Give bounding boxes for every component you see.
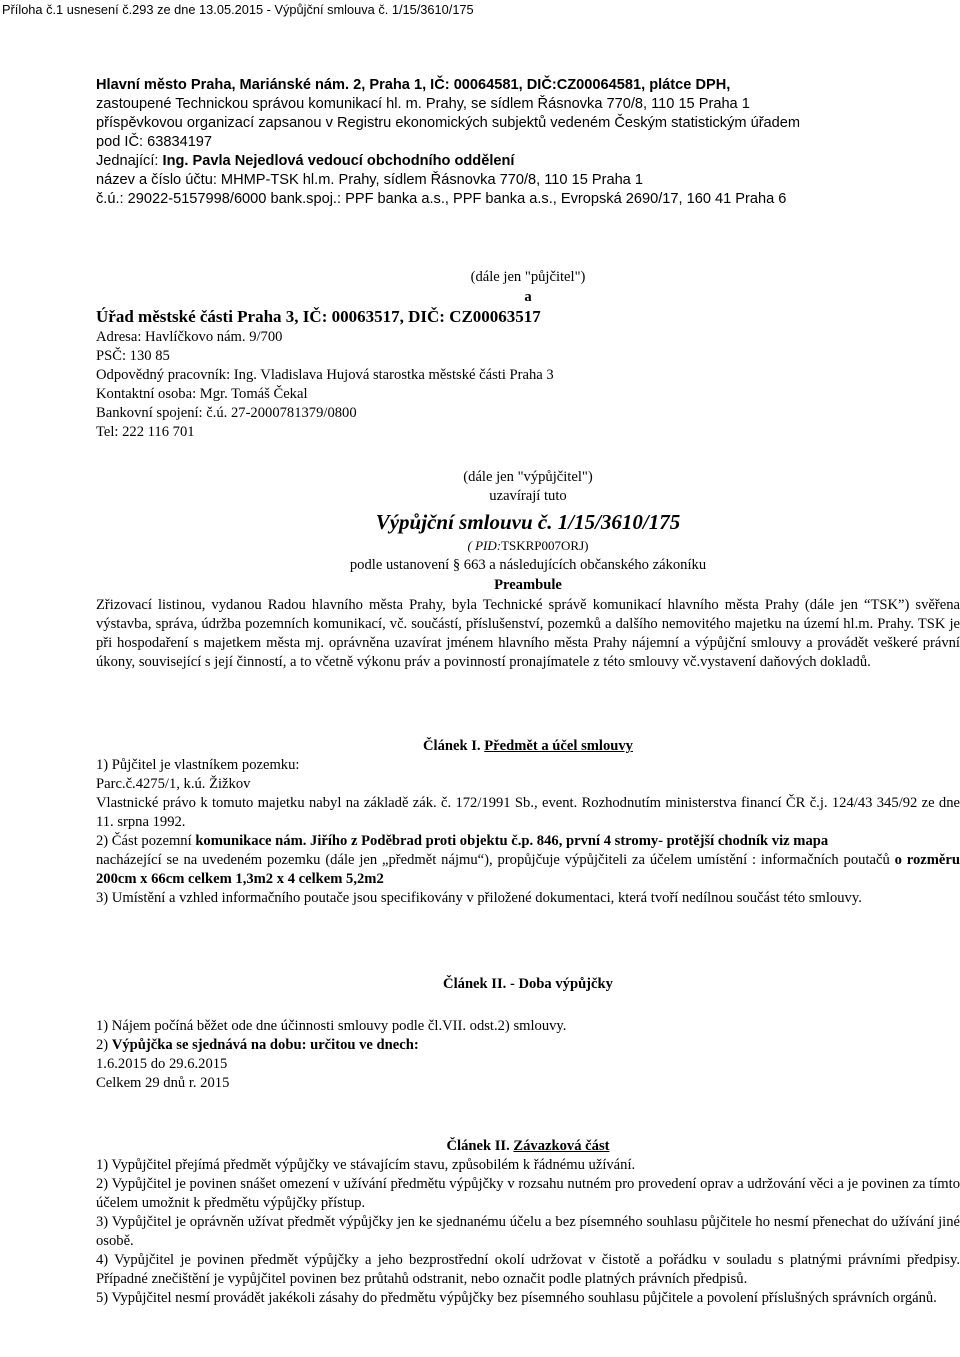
- preamble-title: Preambule: [494, 577, 562, 593]
- lender-line-5: Jednající: Ing. Pavla Nejedlová vedoucí obchodního oddělení: [96, 153, 515, 169]
- borrower-bank: Bankovní spojení: č.ú. 27-2000781379/0800: [96, 405, 357, 421]
- article-1-body: [96, 756, 960, 908]
- contract-title: Výpůjční smlouvu č. 1/15/3610/175: [375, 510, 681, 534]
- conclude-text: uzavírají tuto: [489, 488, 567, 504]
- borrower-responsible: Odpovědný pracovník: Ing. Vladislava Hujová starostka městské části Praha 3: [96, 367, 554, 383]
- lender-line-4: pod IČ: 63834197: [96, 134, 213, 150]
- article-3-p5: 5) Vypůjčitel nesmí provádět jakékoli zásahy do předmětu výpůjčky bez písemného souhlasu půjčitele a povolení příslušných správních orgánů.: [96, 1290, 937, 1306]
- borrower-address: Adresa: Havlíčkovo nám. 9/700: [96, 329, 283, 345]
- lender-line-1: Hlavní město Praha, Mariánské nám. 2, Praha 1, IČ: 00064581, DIČ:CZ00064581, plátce DPH,: [96, 77, 731, 93]
- article-1-p2: Parc.č.4275/1, k.ú. Žižkov: [96, 776, 251, 792]
- article-2-p4: Celkem 29 dnů r. 2015: [96, 1075, 230, 1091]
- borrower-contact: Kontaktní osoba: Mgr. Tomáš Čekal: [96, 386, 308, 402]
- and-connector: a: [524, 289, 532, 305]
- pid-line: ( PID:TSKRP007ORJ): [467, 538, 589, 553]
- article-2-p3: 1.6.2015 do 29.6.2015: [96, 1056, 228, 1072]
- article-1-title: Článek I. Předmět a účel smlouvy: [423, 738, 633, 754]
- borrower-name: Úřad městské části Praha 3, IČ: 00063517, DIČ: CZ00063517: [96, 307, 541, 326]
- article-2-p1: 1) Nájem počíná běžet ode dne účinnosti smlouvy podle čl.VII. odst.2) smlouvy.: [96, 1018, 567, 1034]
- article-3-body: [96, 1156, 960, 1308]
- lender-line-3: příspěvkovou organizací zapsanou v Registru ekonomických subjektů vedeném Českým statistickým úřadem: [96, 115, 801, 131]
- page-header: Příloha č.1 usnesení č.293 ze dne 13.05.2015 - Výpůjční smlouva č. 1/15/3610/175: [2, 2, 474, 17]
- article-2-p2: 2) Výpůjčka se sjednává na dobu: určitou ve dnech:: [96, 1037, 419, 1053]
- article-1-p5: nacházející se na uvedeném pozemku (dále jen „předmět nájmu“), propůjčuje výpůjčiteli za účelem umístění : informačních poutačů o rozměru 200cm x 66cm celkem 1,3m2 x 4 celkem 5,2m2: [96, 852, 960, 887]
- lender-line-6: název a číslo účtu: MHMP-TSK hl.m. Prahy, sídlem Řásnovka 770/8, 110 15 Praha 1: [96, 172, 643, 188]
- article-3-p4: 4) Vypůjčitel je povinen předmět výpůjčky a jeho bezprostřední okolí udržovat v čistotě a pořádku v souladu s platnými právními předpisy. Případné znečištění je vypůjčitel povinen bez průtahů odstranit, nebo označit podle platných právních předpisů.: [96, 1252, 960, 1287]
- article-2-body: [96, 1017, 960, 1093]
- article-1-p3: Vlastnické právo k tomuto majetku nabyl na základě zák. č. 172/1991 Sb., event. Rozhodnutím ministerstva financí ČR č.j. 124/43 345/92 ze dne 11. srpna 1992.: [96, 795, 960, 830]
- article-2-title: Článek II. - Doba výpůjčky: [443, 976, 613, 992]
- article-1-p4: 2) Část pozemní komunikace nám. Jiřího z Poděbrad proti objektu č.p. 846, první 4 stromy- protější chodník viz mapa: [96, 833, 829, 849]
- article-1-p6: 3) Umístění a vzhled informačního poutače jsou specifikovány v přiložené dokumentaci, která tvoří nedílnou součást této smlouvy.: [96, 890, 862, 906]
- preamble-text: Zřizovací listinou, vydanou Radou hlavního města Prahy, byla Technické správě komunikací hlavního města Prahy (dále jen “TSK”) svěřena výstavba, správa, údržba pozemních komunikací, vč. součástí, příslušenství, pozemků a dalšího nemovitého majetku na území hl.m. Prahy. TSK je při hospodaření s majetkem města mj. oprávněna uzavírat jménem hlavního města Prahy nájemní a výpůjční smlouvy a provádět veškeré právní úkony, související s její činností, a to včetně výkonu práv a povinností pronajímatele z této smlouvy vč.vystavení daňových dokladů.: [96, 597, 960, 670]
- borrower-alias: (dále jen "výpůjčitel"): [463, 469, 593, 485]
- law-reference: podle ustanovení § 663 a následujících občanského zákoníku: [349, 557, 707, 573]
- lender-line-7: č.ú.: 29022-5157998/6000 bank.spoj.: PPF banka a.s., PPF banka a.s., Evropská 2690/17, 160 41 Praha 6: [96, 191, 787, 207]
- article-1-p1: 1) Půjčitel je vlastníkem pozemku:: [96, 757, 300, 773]
- borrower-block: [96, 306, 960, 442]
- borrower-zip: PSČ: 130 85: [96, 348, 170, 364]
- lender-block: [96, 76, 960, 209]
- article-3-p3: 3) Vypůjčitel je oprávněn užívat předmět výpůjčky jen ke sjednanému účelu a bez písemného souhlasu půjčitele ho nesmí přenechat do užívání jiné osobě.: [96, 1214, 960, 1249]
- article-3-title: Článek II. Závazková část: [446, 1138, 610, 1154]
- article-3-p2: 2) Vypůjčitel je povinen snášet omezení v užívání předmětu výpůjčky v rozsahu nutném pro provedení oprav a udržování věci a je povinen za tímto účelem umožnit k předmětu výpůjčky přístup.: [96, 1176, 960, 1211]
- article-3-p1: 1) Vypůjčitel přejímá předmět výpůjčky ve stávajícím stavu, způsobilém k řádnému užívání.: [96, 1157, 636, 1173]
- lender-alias: (dále jen "půjčitel"): [470, 269, 586, 285]
- lender-line-2: zastoupené Technickou správou komunikací hl. m. Prahy, se sídlem Řásnovka 770/8, 110 15 Praha 1: [96, 96, 750, 112]
- borrower-tel: Tel: 222 116 701: [96, 424, 195, 440]
